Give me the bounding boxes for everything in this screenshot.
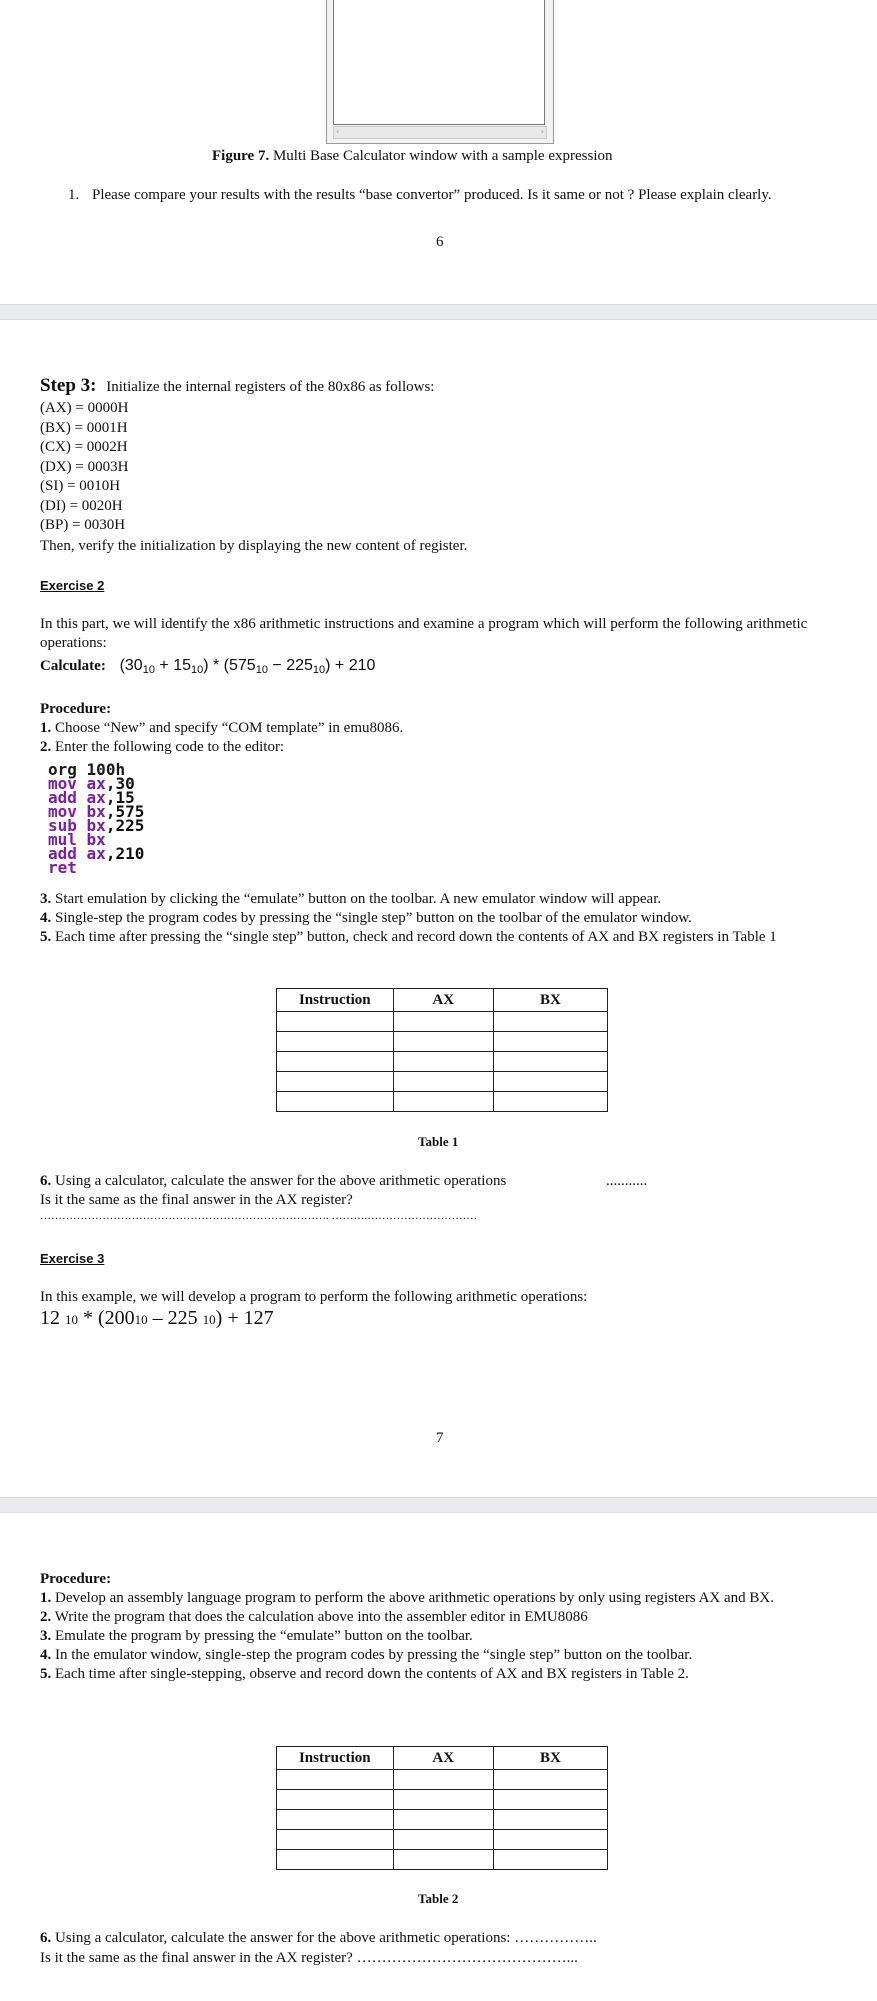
procedure-label: Procedure: <box>40 1571 112 1587</box>
question-6-ex2 <box>40 1172 506 1191</box>
procedure-step <box>40 890 860 909</box>
procedure-step <box>40 1608 840 1627</box>
question-1-number: 1. <box>68 187 80 203</box>
table-cell[interactable] <box>277 1770 394 1790</box>
table-cell[interactable] <box>493 1810 607 1830</box>
table-cell[interactable] <box>493 1830 607 1850</box>
table-cell[interactable] <box>277 1810 394 1830</box>
table-cell[interactable] <box>277 1850 394 1870</box>
step-text: Enter the following code to the editor: <box>51 739 285 755</box>
code-line: add ax,15 <box>48 788 135 807</box>
table-cell[interactable] <box>277 1032 394 1052</box>
header-instruction: Instruction <box>277 989 394 1012</box>
step-text: Write the program that does the calculation above into the assembler editor in EMU8086 <box>51 1609 588 1625</box>
question-number: 6. <box>40 1173 52 1189</box>
exercise-3-intro: In this example, we will develop a program to perform the following arithmetic operations: <box>40 1289 588 1305</box>
code-operand: 100h <box>86 760 126 779</box>
question-6-ex3 <box>40 1929 597 1948</box>
scroll-left-arrow-icon: ‹ <box>336 127 340 136</box>
table-1 <box>276 988 608 1112</box>
code-register: bx <box>86 816 106 835</box>
table-row <box>277 1830 608 1850</box>
table-cell[interactable] <box>393 1790 493 1810</box>
step-text: Choose “New” and specify “COM template” in emu8086. <box>51 720 404 736</box>
table-cell[interactable] <box>493 1012 607 1032</box>
expr-part: − 225 <box>267 657 313 674</box>
expr-part: + 15 <box>154 657 191 674</box>
step-number: 1. <box>40 720 52 736</box>
calculate-line <box>40 657 375 676</box>
code-opcode: mov <box>48 802 77 821</box>
step-number: 2. <box>40 1609 52 1625</box>
code-opcode: mov <box>48 774 77 793</box>
table-cell[interactable] <box>493 1770 607 1790</box>
answer-line: ……………………………………………………………………. ……….………………………… <box>40 1210 478 1222</box>
table-cell[interactable] <box>393 1810 493 1830</box>
code-line: add ax,210 <box>48 844 145 863</box>
table-row <box>277 1012 608 1032</box>
question-6-ex3-line2: Is it the same as the final answer in the AX register? ……………………………………... <box>40 1950 578 1966</box>
code-value: 225 <box>115 816 145 835</box>
table-cell[interactable] <box>393 1012 493 1032</box>
code-register: bx <box>86 830 106 849</box>
table-cell[interactable] <box>393 1830 493 1850</box>
table-cell[interactable] <box>493 1032 607 1052</box>
question-6-ex2-line2: Is it the same as the final answer in the AX register? <box>40 1192 353 1208</box>
step-text: Develop an assembly language program to perform the above arithmetic operations by only using registers AX and BX. <box>51 1590 774 1606</box>
step-text: Each time after pressing the “single step” button, check and record down the contents of AX and BX registers in Table 1 <box>51 929 777 945</box>
code-register: bx <box>86 802 106 821</box>
register-item: (CX) = 0002H <box>40 439 128 455</box>
table-cell[interactable] <box>393 1092 493 1112</box>
verify-text: Then, verify the initialization by displaying the new content of register. <box>40 538 468 554</box>
calculator-display-area <box>333 0 545 125</box>
procedure-step <box>40 719 403 738</box>
question-1-text: Please compare your results with the results “base convertor” produced. Is it same or not ? Please explain clearly. <box>92 187 772 203</box>
procedure-label: Procedure: <box>40 701 112 717</box>
expr-subscript: 10 <box>312 664 326 676</box>
expr-part: ) + 127 <box>215 1307 274 1329</box>
table-1-caption: Table 1 <box>418 1134 459 1149</box>
answer-dots: ........... <box>606 1173 648 1189</box>
table-header-row <box>277 989 608 1012</box>
code-register: ax <box>86 774 106 793</box>
page-number-7: 7 <box>436 1430 444 1446</box>
step-3-text: Initialize the internal registers of the 80x86 as follows: <box>106 379 435 395</box>
figure-caption-text: Multi Base Calculator window with a sample expression <box>269 148 613 164</box>
page-separator <box>0 1497 877 1513</box>
table-2 <box>276 1746 608 1870</box>
table-cell[interactable] <box>393 1032 493 1052</box>
question-text: Using a calculator, calculate the answer for the above arithmetic operations: …………….. <box>51 1930 597 1946</box>
step-number: 5. <box>40 929 52 945</box>
step-number: 3. <box>40 1628 52 1644</box>
exercise-3-expression <box>40 1307 274 1330</box>
step-3-label: Step 3: <box>40 375 97 396</box>
code-value: 210 <box>115 844 145 863</box>
table-row <box>277 1092 608 1112</box>
table-cell[interactable] <box>277 1790 394 1810</box>
step-text: In the emulator window, single-step the program codes by pressing the “single step” button on the toolbar. <box>51 1647 693 1663</box>
code-register: ax <box>86 788 106 807</box>
expr-subscript: 10 <box>134 1312 148 1327</box>
table-cell[interactable] <box>277 1072 394 1092</box>
code-value: 30 <box>115 774 135 793</box>
step-number: 1. <box>40 1590 52 1606</box>
table-2-caption: Table 2 <box>418 1891 459 1906</box>
table-cell[interactable] <box>277 1092 394 1112</box>
calculate-expression <box>120 657 376 674</box>
expr-part: (30 <box>119 657 143 674</box>
register-item: (BX) = 0001H <box>40 419 128 436</box>
expr-subscript: 10 <box>190 664 204 676</box>
header-bx: BX <box>493 1747 607 1770</box>
code-opcode: mul <box>48 830 77 849</box>
procedure-step <box>40 1627 840 1646</box>
table-header-row <box>277 1747 608 1770</box>
procedure-step <box>40 738 284 757</box>
table-cell[interactable] <box>493 1850 607 1870</box>
table-cell[interactable] <box>277 1052 394 1072</box>
step-3-heading <box>40 375 434 398</box>
code-opcode: add <box>48 844 77 863</box>
register-item: (AX) = 0000H <box>40 400 129 416</box>
table-cell[interactable] <box>277 1830 394 1850</box>
calculator-screenshot <box>326 0 554 144</box>
procedure-steps-ex3 <box>40 1589 840 1684</box>
step-number: 4. <box>40 1647 52 1663</box>
horizontal-scrollbar <box>333 126 547 139</box>
table-row <box>277 1770 608 1790</box>
table-row <box>277 1072 608 1092</box>
calculate-label: Calculate: <box>40 658 106 674</box>
code-opcode: ret <box>48 858 77 877</box>
table-cell[interactable] <box>277 1012 394 1032</box>
step-text: Each time after single-stepping, observe and record down the contents of AX and BX registers in Table 2. <box>51 1666 689 1682</box>
code-line: sub bx,225 <box>48 816 145 835</box>
table-cell[interactable] <box>493 1072 607 1092</box>
expr-part: ) * (575 <box>203 657 256 674</box>
exercise-3-title: Exercise 3 <box>40 1251 105 1266</box>
exercise-2-title: Exercise 2 <box>40 578 105 593</box>
procedure-step <box>40 928 860 947</box>
table-cell[interactable] <box>493 1790 607 1810</box>
code-opcode: sub <box>48 816 77 835</box>
table-cell[interactable] <box>493 1052 607 1072</box>
procedure-step <box>40 909 860 928</box>
code-line: mov bx,575 <box>48 802 145 821</box>
expr-part: 12 <box>40 1307 65 1329</box>
expr-part: ) + 210 <box>325 657 376 674</box>
table-cell[interactable] <box>393 1072 493 1092</box>
figure-caption <box>212 147 613 166</box>
page-separator <box>0 304 877 320</box>
question-text: Using a calculator, calculate the answer for the above arithmetic operations <box>51 1173 507 1189</box>
code-value: 15 <box>115 788 135 807</box>
step-text: Single-step the program codes by pressing the “single step” button on the toolbar of the emulator window. <box>51 910 692 926</box>
expr-part: * (200 <box>78 1307 135 1329</box>
exercise-2-intro: In this part, we will identify the x86 arithmetic instructions and examine a program which will perform the following arithmetic operations: <box>40 616 808 651</box>
code-opcode: add <box>48 788 77 807</box>
table-row <box>277 1790 608 1810</box>
header-bx: BX <box>493 989 607 1012</box>
table-row <box>277 1032 608 1052</box>
register-list <box>40 399 128 536</box>
register-item: (DI) = 0020H <box>40 497 123 514</box>
page-number-6: 6 <box>436 234 444 250</box>
register-item: (BP) = 0030H <box>40 517 126 533</box>
step-text: Emulate the program by pressing the “emulate” button on the toolbar. <box>51 1628 473 1644</box>
expr-subscript: 10 <box>65 1312 78 1327</box>
step-number: 2. <box>40 739 52 755</box>
step-text: Start emulation by clicking the “emulate” button on the toolbar. A new emulator window will appear. <box>51 891 662 907</box>
code-opcode: org <box>48 760 77 779</box>
table-cell[interactable] <box>393 1850 493 1870</box>
register-item: (DX) = 0003H <box>40 458 129 475</box>
table-row <box>277 1810 608 1830</box>
register-item: (SI) = 0010H <box>40 478 121 494</box>
header-ax: AX <box>393 989 493 1012</box>
header-ax: AX <box>393 1747 493 1770</box>
table-cell[interactable] <box>393 1052 493 1072</box>
step-number: 4. <box>40 910 52 926</box>
question-number: 6. <box>40 1930 52 1946</box>
table-row <box>277 1850 608 1870</box>
step-number: 3. <box>40 891 52 907</box>
expr-subscript: 10 <box>142 664 155 676</box>
expr-subscript: 10 <box>202 1312 216 1327</box>
procedure-step <box>40 1646 840 1665</box>
scroll-right-arrow-icon: › <box>540 127 544 136</box>
code-block <box>48 760 145 877</box>
code-line: mov ax,30 <box>48 774 135 793</box>
table-cell[interactable] <box>393 1770 493 1790</box>
code-value: 575 <box>115 802 145 821</box>
expr-part: – 225 <box>147 1307 203 1329</box>
procedure-step <box>40 1589 840 1608</box>
table-cell[interactable] <box>493 1092 607 1112</box>
step-number: 5. <box>40 1666 52 1682</box>
procedure-step <box>40 1665 840 1684</box>
figure-caption-label: Figure 7. <box>212 148 270 164</box>
procedure-steps-continued <box>40 890 860 947</box>
header-instruction: Instruction <box>277 1747 394 1770</box>
code-line <box>48 858 144 877</box>
expr-subscript: 10 <box>255 664 268 676</box>
code-register: ax <box>86 844 106 863</box>
table-row <box>277 1052 608 1072</box>
